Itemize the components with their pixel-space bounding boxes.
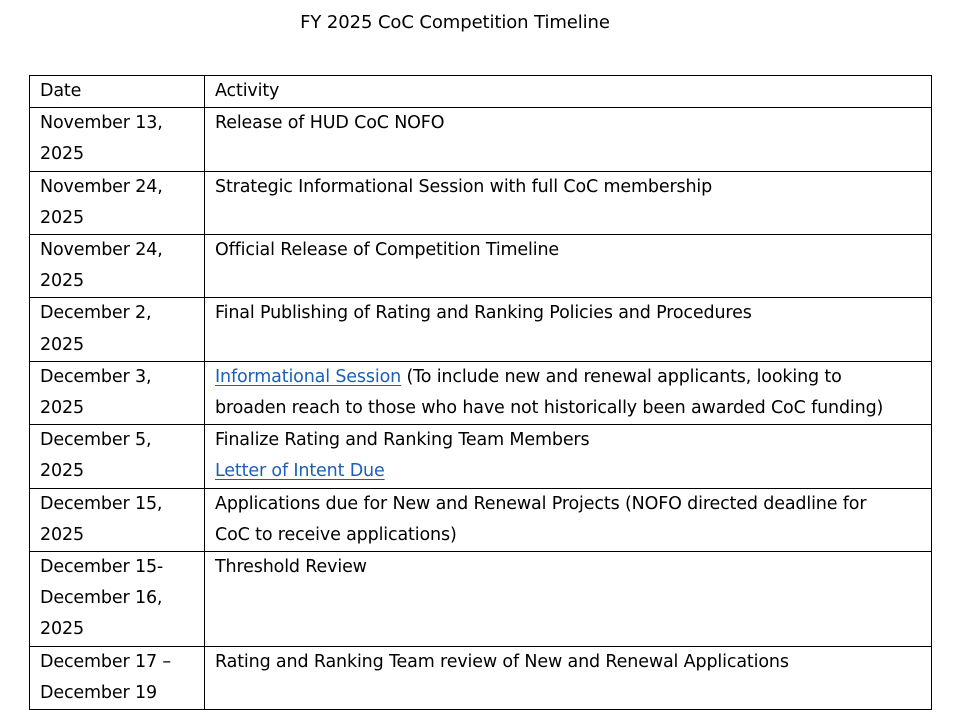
date-line: December 3, xyxy=(40,366,152,387)
activity-cell xyxy=(205,552,932,647)
date-column-header: Date xyxy=(30,76,205,108)
activity-text: (To include new and renewal applicants, looking to xyxy=(401,366,842,387)
date-cell xyxy=(30,108,205,171)
table-row xyxy=(30,361,932,424)
date-cell xyxy=(30,646,205,709)
date-line: December 2, xyxy=(40,303,152,324)
letter-of-intent-link[interactable]: Letter of Intent Due xyxy=(215,461,385,482)
date-cell xyxy=(30,425,205,488)
date-cell xyxy=(30,361,205,424)
table-row xyxy=(30,298,932,361)
activity-line xyxy=(215,456,923,487)
date-line: December 17 – xyxy=(40,651,171,672)
table-row xyxy=(30,552,932,647)
table-header-row xyxy=(30,76,932,108)
date-line: December 16, xyxy=(40,588,163,609)
activity-line: broaden reach to those who have not historically been awarded CoC funding) xyxy=(215,398,884,419)
table-row xyxy=(30,235,932,298)
activity-line: Rating and Ranking Team review of New and Renewal Applications xyxy=(215,651,789,672)
table-row xyxy=(30,646,932,709)
table-row xyxy=(30,171,932,234)
table-row xyxy=(30,425,932,488)
activity-line: Finalize Rating and Ranking Team Members xyxy=(215,430,590,451)
activity-cell xyxy=(205,361,932,424)
date-line: 2025 xyxy=(40,461,84,482)
date-line: December 19 xyxy=(40,682,157,703)
informational-session-link[interactable]: Informational Session xyxy=(215,366,402,387)
activity-cell xyxy=(205,235,932,298)
date-cell xyxy=(30,552,205,647)
date-line: November 24, xyxy=(40,240,163,261)
activity-line: Threshold Review xyxy=(215,557,367,578)
date-cell xyxy=(30,235,205,298)
activity-line: Strategic Informational Session with full CoC membership xyxy=(215,176,713,197)
date-line: December 15- xyxy=(40,557,164,578)
timeline-table xyxy=(29,75,932,710)
activity-cell xyxy=(205,488,932,551)
activity-line xyxy=(215,362,923,393)
activity-cell xyxy=(205,108,932,171)
table-row xyxy=(30,488,932,551)
table-row xyxy=(30,108,932,171)
date-line: 2025 xyxy=(40,207,84,228)
activity-cell xyxy=(205,425,932,488)
document-title: FY 2025 CoC Competition Timeline xyxy=(300,12,610,33)
activity-line: CoC to receive applications) xyxy=(215,524,457,545)
date-line: 2025 xyxy=(40,144,84,165)
activity-line: Applications due for New and Renewal Projects (NOFO directed deadline for xyxy=(215,493,867,514)
activity-line: Official Release of Competition Timeline xyxy=(215,240,560,261)
date-line: November 13, xyxy=(40,113,163,134)
activity-cell xyxy=(205,646,932,709)
date-cell xyxy=(30,488,205,551)
date-line: 2025 xyxy=(40,334,84,355)
activity-cell xyxy=(205,171,932,234)
date-line: December 5, xyxy=(40,430,152,451)
date-line: 2025 xyxy=(40,524,84,545)
date-cell xyxy=(30,298,205,361)
date-line: December 15, xyxy=(40,493,163,514)
date-line: 2025 xyxy=(40,619,84,640)
activity-column-header: Activity xyxy=(205,76,932,108)
date-line: 2025 xyxy=(40,271,84,292)
activity-line: Final Publishing of Rating and Ranking Policies and Procedures xyxy=(215,303,752,324)
date-cell xyxy=(30,171,205,234)
activity-line: Release of HUD CoC NOFO xyxy=(215,113,445,134)
activity-cell xyxy=(205,298,932,361)
date-line: November 24, xyxy=(40,176,163,197)
date-line: 2025 xyxy=(40,398,84,419)
